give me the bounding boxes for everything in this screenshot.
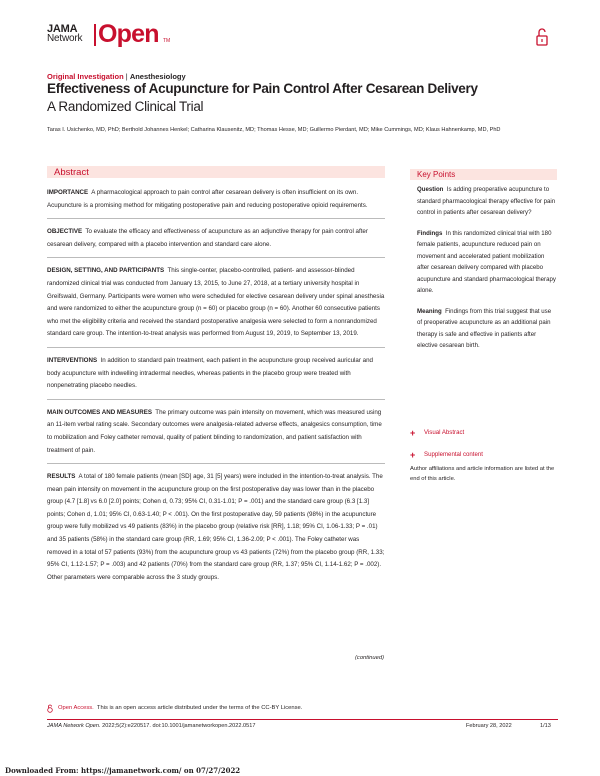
interventions-text: In addition to standard pain treatment, each patient in the acupuncture group received auricular and body acupuncture with indwelling intradermal needles, whereas patients in the placebo group were treated with nonpenetrating placebo needles. [47,356,373,390]
objective-label: OBJECTIVE [47,228,83,236]
meaning-text: Findings from this trial suggest that use of preoperative acupuncture as an additional pain therapy is safe and effective in patients after elective cesarean birth. [417,307,552,349]
outcomes-label: MAIN OUTCOMES AND MEASURES [47,408,152,416]
results-text: A total of 180 female patients (mean [SD] age, 31 [5] years) were included in the intention-to-treat analysis. The mean pain intensity on movement in the acupuncture group on the first postoperative day was lower than in the placebo group (4.7 [1.8] vs 6.0 [2.0] points; Cohen d, 0.73; 95% CI, 0.31-1.01; P = .001) and the standard care group (6.3 [1.3] points; Cohen d, 1.01; 95% CI, 0.63-1.40; P < .001). On the first postoperative day, 59 patients (98%) in the acupuncture group were fully mobilized vs 49 patients (83%) in the placebo group (relative risk [RR], 1.18; 95% CI, 1.06-1.33; P = .01) and 35 patients (58%) in the standard care group (RR, 1.69; 95% CI, 1.36-2.09; P < .001). The Foley catheter was removed in a total of 57 patients (93%) from the acupuncture group vs 43 patients (72%) from the placebo group (RR, 1.33; 95% CI, 1.12-1.57; P = .003) and 42 patients (70%) from the standard care group (RR, 1.37; 95% CI, 1.14-1.62; P = .002). Other parameters were comparable across the 3 study groups. [47,473,385,581]
abstract-body [47,187,385,584]
key-point-findings [417,228,557,297]
category-label[interactable]: Original Investigation [47,72,124,81]
abstract-divider [47,218,385,219]
abstract-interventions [47,355,385,393]
open-access-icon [47,704,53,713]
download-stamp: Downloaded From: https://jamanetwork.com/ on 07/27/2022 [5,766,241,775]
abstract-divider [47,463,385,464]
abstract-objective [47,226,385,251]
plus-icon: + [410,428,416,438]
outcomes-text: The primary outcome was pain intensity on movement, which was measured using an 11-item verbal rating scale. Secondary outcomes were analgesia-related adverse effects, analgesics consumption, time to mobilization and Foley catheter removal, quality of patient blinding to randomization, and patient satisfaction with treatment of pain. [47,408,382,454]
visual-abstract-label[interactable]: Visual Abstract [424,429,465,436]
plus-icon: + [410,450,416,460]
publication-date: February 28, 2022 [466,723,512,729]
trademark-mark: TM [163,38,171,44]
open-logo-text: Open [98,20,159,48]
logo-divider [94,24,96,46]
open-access-label[interactable]: Open Access. [58,705,94,711]
citation-text: 2022;5(2):e220517. doi:10.1001/jamanetworkopen.2022.0517 [102,723,256,729]
abstract-header-band [47,166,385,178]
objective-text: To evaluate the efficacy and effectiveness of acupuncture as an adjunctive therapy for pain control after cesarean delivery, compared with a placebo intervention and standard care alone. [47,228,368,248]
open-access-note [58,705,302,711]
affiliations-note: Author affiliations and article information are listed at the end of this article. [410,466,555,482]
category-separator: | [123,72,130,81]
key-point-question [417,184,557,219]
interventions-label: INTERVENTIONS [47,356,98,364]
jama-logo-text: JAMA [47,23,78,35]
design-label: DESIGN, SETTING, AND PARTICIPANTS [47,267,165,275]
findings-label: Findings [417,229,443,237]
open-access-text: This is an open access article distributed under the terms of the CC-BY License. [96,705,303,711]
page-number: 1/13 [540,723,551,729]
results-label: RESULTS [47,473,76,481]
continued-note: (continued) [355,655,385,661]
question-label: Question [417,186,444,193]
article-title: Effectiveness of Acupuncture for Pain Control After Cesarean Delivery [47,81,478,96]
section-label: Anesthesiology [129,72,186,81]
abstract-divider [47,347,385,348]
importance-text: A pharmacological approach to pain control after cesarean delivery is often insufficient on its own. Acupuncture is a promising method for mitigating postoperative pain and reducing postoperative opioid requirements. [47,189,368,209]
abstract-divider [47,257,385,258]
key-point-meaning [417,306,557,352]
abstract-results [47,471,385,584]
design-text: This single-center, placebo-controlled, patient- and assessor-blinded randomized clinical trial was conducted from January 13, 2015, to June 27, 2018, at a tertiary university hospital in Greifswald, Germany. Participants were women who were scheduled for elective cesarean delivery under spinal anesthesia and were randomized to either the acupuncture group (n = 60) or placebo group (n = 60). Another 60 consecutive patients who met the eligibility criteria and received the standard postoperative analgesia were selected to form a nonrandomized standard care group. The intention-to-treat analysis was performed from August 19, 2019, to September 13, 2019. [47,267,385,338]
author-list: Taras I. Usichenko, MD, PhD; Berthold Johannes Henkel; Catharina Klausenitz, MD; Thomas Hesse, MD; Guillermo Pierdant, MD; Mike Cummings, MD; Klaus Hahnenkamp, MD, PhD [47,127,501,133]
open-lock-icon [536,27,548,47]
journal-name: JAMA Network Open. [47,723,101,729]
meaning-label: Meaning [417,307,442,315]
footer-rule [47,719,558,720]
importance-label: IMPORTANCE [47,189,89,196]
abstract-design [47,265,385,341]
findings-text: In this randomized clinical trial with 180 female patients, acupuncture reduced pain on movement and accelerated patient mobilization after cesarean delivery compared with placebo acupuncture and standard pharmacological therapy alone. [417,229,556,294]
key-points-heading: Key Points [417,170,456,179]
abstract-divider [47,399,385,400]
network-logo-text: Network [47,33,83,44]
visual-abstract-link[interactable] [410,429,560,451]
abstract-outcomes [47,407,385,457]
supplemental-content-label[interactable]: Supplemental content [424,451,483,458]
abstract-heading: Abstract [54,167,89,178]
key-points-body [417,184,557,361]
article-subtitle: A Randomized Clinical Trial [47,99,204,114]
abstract-importance [47,187,385,212]
article-category [47,72,186,81]
citation-line [47,723,255,729]
question-text: Is adding preoperative acupuncture to standard pharmacological therapy effective for pain control in patients after cesarean delivery? [417,186,556,216]
